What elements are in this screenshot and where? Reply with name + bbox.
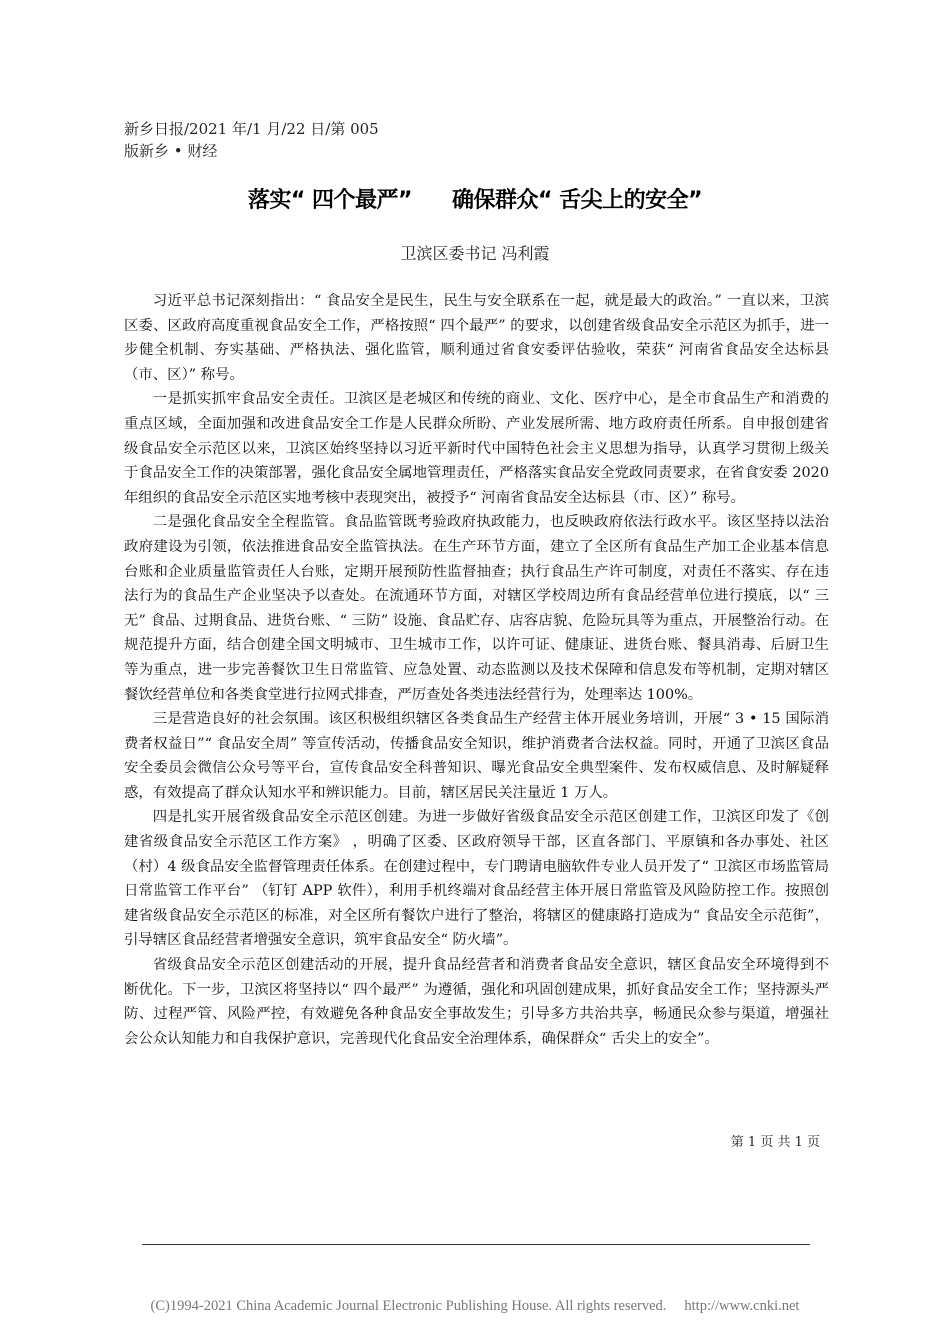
article-title — [0, 186, 950, 216]
paragraph: 习近平总书记深刻指出：“ 食品安全是民生，民生与安全联系在一起，就是最大的政治。” 一直以来，卫滨区委、区政府高度重视食品安全工作，严格按照“ 四个最严” 的要求，以创建省级食品安全示范区为抓手，进一步健全机制、夯实基础、严格执法、强化监管，顺利通过省食安委评估验收，荣获“ 河南省食品安全达标县（市、区）” 称号。 — [124, 293, 829, 383]
paragraph: 省级食品安全示范区创建活动的开展，提升食品经营者和消费者食品安全意识，辖区食品安全环境得到不断优化。下一步，卫滨区将坚持以“ 四个最严” 为遵循，强化和巩固创建成果，抓好食品安全工作；坚持源头严防、过程严管、风险严控，有效避免各种食品安全事故发生；引导多方共治共享，畅通民众参与渠道，增强社会公众认知能力和自我保护意识，完善现代化食品安全治理体系，确保群众“ 舌尖上的安全”。 — [124, 957, 829, 1047]
source-info — [124, 118, 444, 162]
copyright-footer — [0, 1296, 950, 1316]
author-byline: 卫滨区委书记 冯利霞 — [400, 244, 550, 263]
title-part-2: 确保群众“ 舌尖上的安全” — [452, 188, 703, 213]
page-number: 第 1 页 共 1 页 — [730, 1135, 820, 1150]
footer-divider — [142, 1244, 810, 1245]
title-part-1: 落实“ 四个最严” — [247, 188, 412, 213]
paragraph: 二是强化食品安全全程监管。食品监管既考验政府执政能力，也反映政府依法行政水平。该区坚持以法治政府建设为引领，依法推进食品安全监管执法。在生产环节方面，建立了全区所有食品生产加工企业基本信息台账和企业质量监管责任人台账，定期开展预防性监督抽查；执行食品生产许可制度，对责任不落实、存在违法行为的食品生产企业坚决予以查处。在流通环节方面，对辖区学校周边所有食品经营单位进行摸底，以“ 三无” 食品、过期食品、进货台账、“ 三防” 设施、食品贮存、店容店貌、危险玩具等为重点，开展整治行动。在规范提升方面，结合创建全国文明城市、卫生城市工作，以许可证、健康证、进货台账、餐具消毒、后厨卫生等为重点，进一步完善餐饮卫生日常监管、应急处置、动态监测以及技术保障和信息发布等机制，定期对辖区餐饮经营单位和各类食堂进行拉网式排查，严厉查处各类违法经营行为，处理率达 100%。 — [124, 514, 829, 703]
paragraph: 三是营造良好的社会氛围。该区积极组织辖区各类食品生产经营主体开展业务培训，开展“ 3 • 15 国际消费者权益日”“ 食品安全周” 等宣传活动，传播食品安全知识，维护消费者合法权益。同时，开通了卫滨区食品安全委员会微信公众号等平台，宣传食品安全科普知识、曝光食品安全典型案件、发布权威信息、及时解疑释惑，有效提高了群众认知水平和辨识能力。目前，辖区居民关注量近 1 万人。 — [124, 711, 829, 801]
paragraph: 一是抓实抓牢食品安全责任。卫滨区是老城区和传统的商业、文化、医疗中心，是全市食品生产和消费的重点区域，全面加强和改进食品安全工作是人民群众所盼、产业发展所需、地方政府责任所系。自申报创建省级食品安全示范区以来，卫滨区始终坚持以习近平新时代中国特色社会主义思想为指导，认真学习贯彻上级关于食品安全工作的决策部署，强化食品安全属地管理责任，严格落实食品安全党政同责要求，在省食安委 2020 年组织的食品安全示范区实地考核中表现突出，被授予“ 河南省食品安全达标县（市、区）” 称号。 — [124, 391, 829, 506]
paragraph: 四是扎实开展省级食品安全示范区创建。为进一步做好省级食品安全示范区创建工作，卫滨区印发了《创建省级食品安全示范区工作方案》 ，明确了区委、区政府领导干部，区直各部门、平原镇和各办事处、社区（村）4 级食品安全监督管理责任体系。在创建过程中，专门聘请电脑软件专业人员开发了“ 卫滨区市场监管局日常监管工作平台” （钉钉 APP 软件），利用手机终端对食品经营主体开展日常监管及风险防控工作。按照创建省级食品安全示范区的标准，对全区所有餐饮户进行了整治，将辖区的健康路打造成为“ 食品安全示范街”，引导辖区食品经营者增强安全意识，筑牢食品安全“ 防火墙”。 — [124, 809, 829, 949]
source-line-1: 新乡日报/2021 年/1 月/22 日/第 005 — [124, 120, 379, 138]
copyright-text: (C)1994-2021 China Academic Journal Electronic Publishing House. All rights reserved. — [150, 1298, 667, 1314]
footer-url[interactable]: http://www.cnki.net — [684, 1298, 800, 1314]
article-body — [124, 289, 829, 1051]
source-line-2: 版新乡 • 财经 — [124, 142, 218, 160]
